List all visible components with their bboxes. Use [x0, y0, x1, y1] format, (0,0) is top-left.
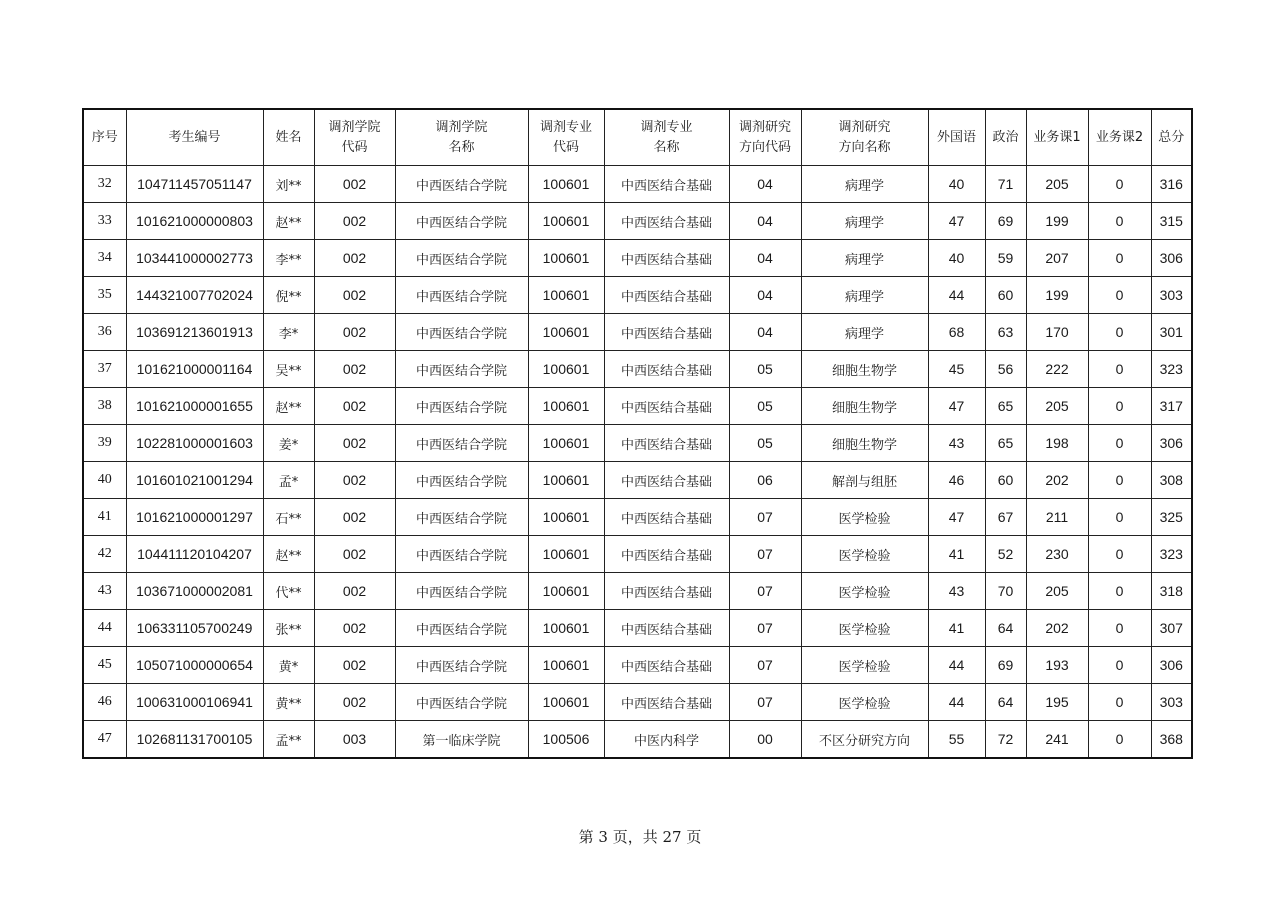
subject2-cell: 0: [1088, 240, 1151, 277]
major-code-cell: 100601: [528, 684, 604, 721]
college-code-cell: 002: [314, 314, 395, 351]
major-code-cell: 100601: [528, 610, 604, 647]
subject1-cell: 170: [1026, 314, 1088, 351]
table-row: [83, 721, 1192, 759]
politics-cell: 72: [985, 721, 1026, 759]
candidate-id-cell: 100631000106941: [126, 684, 263, 721]
candidate-id-cell: 101621000001297: [126, 499, 263, 536]
college-code-cell: 002: [314, 462, 395, 499]
major-name-cell: 中西医结合基础: [604, 610, 729, 647]
politics-cell: 60: [985, 462, 1026, 499]
candidate-id-cell: 103441000002773: [126, 240, 263, 277]
name-cell: 李*: [263, 314, 314, 351]
subject1-cell: 205: [1026, 166, 1088, 203]
total-cell: 308: [1151, 462, 1192, 499]
seq-cell: 36: [83, 314, 126, 351]
subject1-cell: 211: [1026, 499, 1088, 536]
header-direction-code: 调剂研究 方向代码: [729, 109, 801, 166]
total-cell: 306: [1151, 240, 1192, 277]
politics-cell: 67: [985, 499, 1026, 536]
college-code-cell: 002: [314, 277, 395, 314]
college-code-cell: 002: [314, 684, 395, 721]
foreign-language-cell: 68: [928, 314, 985, 351]
subject1-cell: 241: [1026, 721, 1088, 759]
college-code-cell: 003: [314, 721, 395, 759]
major-code-cell: 100601: [528, 425, 604, 462]
politics-cell: 69: [985, 647, 1026, 684]
major-code-cell: 100601: [528, 314, 604, 351]
table-row: [83, 536, 1192, 573]
subject1-cell: 222: [1026, 351, 1088, 388]
college-name-cell: 中西医结合学院: [395, 647, 528, 684]
name-cell: 代**: [263, 573, 314, 610]
subject2-cell: 0: [1088, 425, 1151, 462]
subject1-cell: 199: [1026, 203, 1088, 240]
header-politics: 政治: [985, 109, 1026, 166]
adjustment-admission-table: [82, 108, 1193, 759]
major-code-cell: 100601: [528, 499, 604, 536]
major-name-cell: 中西医结合基础: [604, 647, 729, 684]
seq-cell: 46: [83, 684, 126, 721]
header-college-name: 调剂学院 名称: [395, 109, 528, 166]
subject1-cell: 230: [1026, 536, 1088, 573]
header-college-code: 调剂学院 代码: [314, 109, 395, 166]
major-name-cell: 中西医结合基础: [604, 425, 729, 462]
candidate-id-cell: 103691213601913: [126, 314, 263, 351]
major-code-cell: 100601: [528, 573, 604, 610]
direction-code-cell: 07: [729, 610, 801, 647]
major-code-cell: 100506: [528, 721, 604, 759]
direction-code-cell: 04: [729, 314, 801, 351]
college-code-cell: 002: [314, 388, 395, 425]
table-body: [83, 166, 1192, 759]
header-foreign-language: 外国语: [928, 109, 985, 166]
candidate-id-cell: 101621000000803: [126, 203, 263, 240]
major-code-cell: 100601: [528, 462, 604, 499]
total-cell: 325: [1151, 499, 1192, 536]
major-code-cell: 100601: [528, 536, 604, 573]
college-code-cell: 002: [314, 240, 395, 277]
direction-name-cell: 医学检验: [801, 647, 928, 684]
table-row: [83, 425, 1192, 462]
direction-code-cell: 04: [729, 203, 801, 240]
header-total: 总分: [1151, 109, 1192, 166]
seq-cell: 43: [83, 573, 126, 610]
table-row: [83, 684, 1192, 721]
name-cell: 张**: [263, 610, 314, 647]
subject1-cell: 205: [1026, 573, 1088, 610]
header-major-name: 调剂专业 名称: [604, 109, 729, 166]
foreign-language-cell: 41: [928, 610, 985, 647]
total-cell: 315: [1151, 203, 1192, 240]
college-name-cell: 中西医结合学院: [395, 425, 528, 462]
header-seq: 序号: [83, 109, 126, 166]
major-name-cell: 中西医结合基础: [604, 314, 729, 351]
foreign-language-cell: 47: [928, 388, 985, 425]
direction-name-cell: 病理学: [801, 240, 928, 277]
candidate-id-cell: 105071000000654: [126, 647, 263, 684]
total-cell: 306: [1151, 425, 1192, 462]
seq-cell: 39: [83, 425, 126, 462]
college-code-cell: 002: [314, 499, 395, 536]
seq-cell: 37: [83, 351, 126, 388]
politics-cell: 65: [985, 388, 1026, 425]
subject2-cell: 0: [1088, 721, 1151, 759]
subject1-cell: 202: [1026, 610, 1088, 647]
foreign-language-cell: 44: [928, 647, 985, 684]
politics-cell: 52: [985, 536, 1026, 573]
total-cell: 316: [1151, 166, 1192, 203]
major-name-cell: 中西医结合基础: [604, 536, 729, 573]
college-code-cell: 002: [314, 647, 395, 684]
candidate-id-cell: 101601021001294: [126, 462, 263, 499]
subject2-cell: 0: [1088, 314, 1151, 351]
subject2-cell: 0: [1088, 684, 1151, 721]
foreign-language-cell: 55: [928, 721, 985, 759]
foreign-language-cell: 46: [928, 462, 985, 499]
foreign-language-cell: 44: [928, 277, 985, 314]
major-code-cell: 100601: [528, 166, 604, 203]
direction-code-cell: 04: [729, 240, 801, 277]
major-code-cell: 100601: [528, 647, 604, 684]
direction-name-cell: 医学检验: [801, 610, 928, 647]
seq-cell: 44: [83, 610, 126, 647]
total-cell: 368: [1151, 721, 1192, 759]
politics-cell: 70: [985, 573, 1026, 610]
candidate-id-cell: 101621000001655: [126, 388, 263, 425]
politics-cell: 56: [985, 351, 1026, 388]
major-code-cell: 100601: [528, 388, 604, 425]
seq-cell: 33: [83, 203, 126, 240]
name-cell: 孟**: [263, 721, 314, 759]
direction-name-cell: 解剖与组胚: [801, 462, 928, 499]
admission-table-page: [82, 108, 1193, 759]
direction-code-cell: 05: [729, 351, 801, 388]
direction-name-cell: 细胞生物学: [801, 351, 928, 388]
college-code-cell: 002: [314, 573, 395, 610]
major-name-cell: 中西医结合基础: [604, 462, 729, 499]
candidate-id-cell: 102281000001603: [126, 425, 263, 462]
header-major-code: 调剂专业 代码: [528, 109, 604, 166]
subject2-cell: 0: [1088, 203, 1151, 240]
college-name-cell: 中西医结合学院: [395, 203, 528, 240]
direction-code-cell: 05: [729, 425, 801, 462]
name-cell: 赵**: [263, 203, 314, 240]
total-cell: 323: [1151, 536, 1192, 573]
college-name-cell: 中西医结合学院: [395, 166, 528, 203]
seq-cell: 38: [83, 388, 126, 425]
subject1-cell: 207: [1026, 240, 1088, 277]
major-code-cell: 100601: [528, 240, 604, 277]
page-number: 第 3 页，共 27 页: [578, 828, 702, 846]
direction-code-cell: 00: [729, 721, 801, 759]
table-row: [83, 647, 1192, 684]
table-header-row: [83, 109, 1192, 166]
direction-name-cell: 细胞生物学: [801, 425, 928, 462]
name-cell: 石**: [263, 499, 314, 536]
table-row: [83, 573, 1192, 610]
major-name-cell: 中西医结合基础: [604, 203, 729, 240]
college-code-cell: 002: [314, 610, 395, 647]
major-code-cell: 100601: [528, 277, 604, 314]
candidate-id-cell: 104711457051147: [126, 166, 263, 203]
subject1-cell: 193: [1026, 647, 1088, 684]
header-name: 姓名: [263, 109, 314, 166]
direction-name-cell: 医学检验: [801, 573, 928, 610]
major-name-cell: 中西医结合基础: [604, 166, 729, 203]
table-row: [83, 388, 1192, 425]
seq-cell: 45: [83, 647, 126, 684]
direction-name-cell: 医学检验: [801, 499, 928, 536]
total-cell: 306: [1151, 647, 1192, 684]
table-row: [83, 203, 1192, 240]
direction-name-cell: 病理学: [801, 314, 928, 351]
seq-cell: 47: [83, 721, 126, 759]
politics-cell: 64: [985, 610, 1026, 647]
major-name-cell: 中西医结合基础: [604, 277, 729, 314]
subject2-cell: 0: [1088, 536, 1151, 573]
college-name-cell: 中西医结合学院: [395, 610, 528, 647]
total-cell: 317: [1151, 388, 1192, 425]
subject1-cell: 199: [1026, 277, 1088, 314]
header-subject1: 业务课1: [1026, 109, 1088, 166]
college-name-cell: 中西医结合学院: [395, 462, 528, 499]
subject2-cell: 0: [1088, 166, 1151, 203]
subject2-cell: 0: [1088, 351, 1151, 388]
candidate-id-cell: 102681131700105: [126, 721, 263, 759]
college-name-cell: 中西医结合学院: [395, 573, 528, 610]
major-name-cell: 中西医结合基础: [604, 684, 729, 721]
politics-cell: 59: [985, 240, 1026, 277]
direction-code-cell: 07: [729, 536, 801, 573]
college-name-cell: 中西医结合学院: [395, 240, 528, 277]
direction-code-cell: 05: [729, 388, 801, 425]
direction-name-cell: 医学检验: [801, 536, 928, 573]
subject2-cell: 0: [1088, 388, 1151, 425]
name-cell: 黄**: [263, 684, 314, 721]
foreign-language-cell: 45: [928, 351, 985, 388]
name-cell: 赵**: [263, 388, 314, 425]
subject2-cell: 0: [1088, 647, 1151, 684]
name-cell: 刘**: [263, 166, 314, 203]
major-name-cell: 中西医结合基础: [604, 240, 729, 277]
college-name-cell: 中西医结合学院: [395, 536, 528, 573]
major-code-cell: 100601: [528, 351, 604, 388]
total-cell: 301: [1151, 314, 1192, 351]
name-cell: 吴**: [263, 351, 314, 388]
direction-name-cell: 医学检验: [801, 684, 928, 721]
name-cell: 倪**: [263, 277, 314, 314]
table-row: [83, 240, 1192, 277]
college-code-cell: 002: [314, 351, 395, 388]
table-row: [83, 610, 1192, 647]
politics-cell: 65: [985, 425, 1026, 462]
header-candidate-id: 考生编号: [126, 109, 263, 166]
foreign-language-cell: 40: [928, 240, 985, 277]
major-code-cell: 100601: [528, 203, 604, 240]
subject2-cell: 0: [1088, 573, 1151, 610]
direction-name-cell: 细胞生物学: [801, 388, 928, 425]
subject2-cell: 0: [1088, 499, 1151, 536]
major-name-cell: 中西医结合基础: [604, 351, 729, 388]
college-name-cell: 中西医结合学院: [395, 499, 528, 536]
table-row: [83, 314, 1192, 351]
candidate-id-cell: 103671000002081: [126, 573, 263, 610]
table-row: [83, 166, 1192, 203]
candidate-id-cell: 104411120104207: [126, 536, 263, 573]
subject2-cell: 0: [1088, 277, 1151, 314]
subject1-cell: 202: [1026, 462, 1088, 499]
header-subject2: 业务课2: [1088, 109, 1151, 166]
politics-cell: 63: [985, 314, 1026, 351]
direction-name-cell: 病理学: [801, 166, 928, 203]
direction-code-cell: 07: [729, 647, 801, 684]
college-name-cell: 中西医结合学院: [395, 684, 528, 721]
direction-name-cell: 病理学: [801, 277, 928, 314]
table-row: [83, 462, 1192, 499]
direction-name-cell: 不区分研究方向: [801, 721, 928, 759]
subject2-cell: 0: [1088, 462, 1151, 499]
name-cell: 李**: [263, 240, 314, 277]
name-cell: 黄*: [263, 647, 314, 684]
total-cell: 323: [1151, 351, 1192, 388]
foreign-language-cell: 40: [928, 166, 985, 203]
header-direction-name: 调剂研究 方向名称: [801, 109, 928, 166]
college-code-cell: 002: [314, 536, 395, 573]
total-cell: 303: [1151, 277, 1192, 314]
foreign-language-cell: 43: [928, 573, 985, 610]
name-cell: 孟*: [263, 462, 314, 499]
direction-code-cell: 04: [729, 277, 801, 314]
seq-cell: 34: [83, 240, 126, 277]
college-name-cell: 中西医结合学院: [395, 277, 528, 314]
college-code-cell: 002: [314, 203, 395, 240]
college-name-cell: 中西医结合学院: [395, 388, 528, 425]
seq-cell: 35: [83, 277, 126, 314]
direction-code-cell: 06: [729, 462, 801, 499]
college-name-cell: 中西医结合学院: [395, 351, 528, 388]
direction-code-cell: 07: [729, 573, 801, 610]
politics-cell: 60: [985, 277, 1026, 314]
direction-code-cell: 07: [729, 684, 801, 721]
candidate-id-cell: 144321007702024: [126, 277, 263, 314]
total-cell: 303: [1151, 684, 1192, 721]
major-name-cell: 中西医结合基础: [604, 573, 729, 610]
name-cell: 姜*: [263, 425, 314, 462]
direction-name-cell: 病理学: [801, 203, 928, 240]
foreign-language-cell: 47: [928, 499, 985, 536]
table-row: [83, 499, 1192, 536]
subject1-cell: 195: [1026, 684, 1088, 721]
foreign-language-cell: 44: [928, 684, 985, 721]
politics-cell: 69: [985, 203, 1026, 240]
table-row: [83, 351, 1192, 388]
foreign-language-cell: 43: [928, 425, 985, 462]
seq-cell: 42: [83, 536, 126, 573]
seq-cell: 40: [83, 462, 126, 499]
seq-cell: 41: [83, 499, 126, 536]
major-name-cell: 中西医结合基础: [604, 388, 729, 425]
foreign-language-cell: 47: [928, 203, 985, 240]
college-code-cell: 002: [314, 166, 395, 203]
subject1-cell: 198: [1026, 425, 1088, 462]
candidate-id-cell: 106331105700249: [126, 610, 263, 647]
subject2-cell: 0: [1088, 610, 1151, 647]
subject1-cell: 205: [1026, 388, 1088, 425]
major-name-cell: 中西医结合基础: [604, 499, 729, 536]
politics-cell: 71: [985, 166, 1026, 203]
total-cell: 307: [1151, 610, 1192, 647]
name-cell: 赵**: [263, 536, 314, 573]
direction-code-cell: 07: [729, 499, 801, 536]
politics-cell: 64: [985, 684, 1026, 721]
college-code-cell: 002: [314, 425, 395, 462]
candidate-id-cell: 101621000001164: [126, 351, 263, 388]
college-name-cell: 中西医结合学院: [395, 314, 528, 351]
table-row: [83, 277, 1192, 314]
major-name-cell: 中医内科学: [604, 721, 729, 759]
seq-cell: 32: [83, 166, 126, 203]
total-cell: 318: [1151, 573, 1192, 610]
college-name-cell: 第一临床学院: [395, 721, 528, 759]
direction-code-cell: 04: [729, 166, 801, 203]
foreign-language-cell: 41: [928, 536, 985, 573]
